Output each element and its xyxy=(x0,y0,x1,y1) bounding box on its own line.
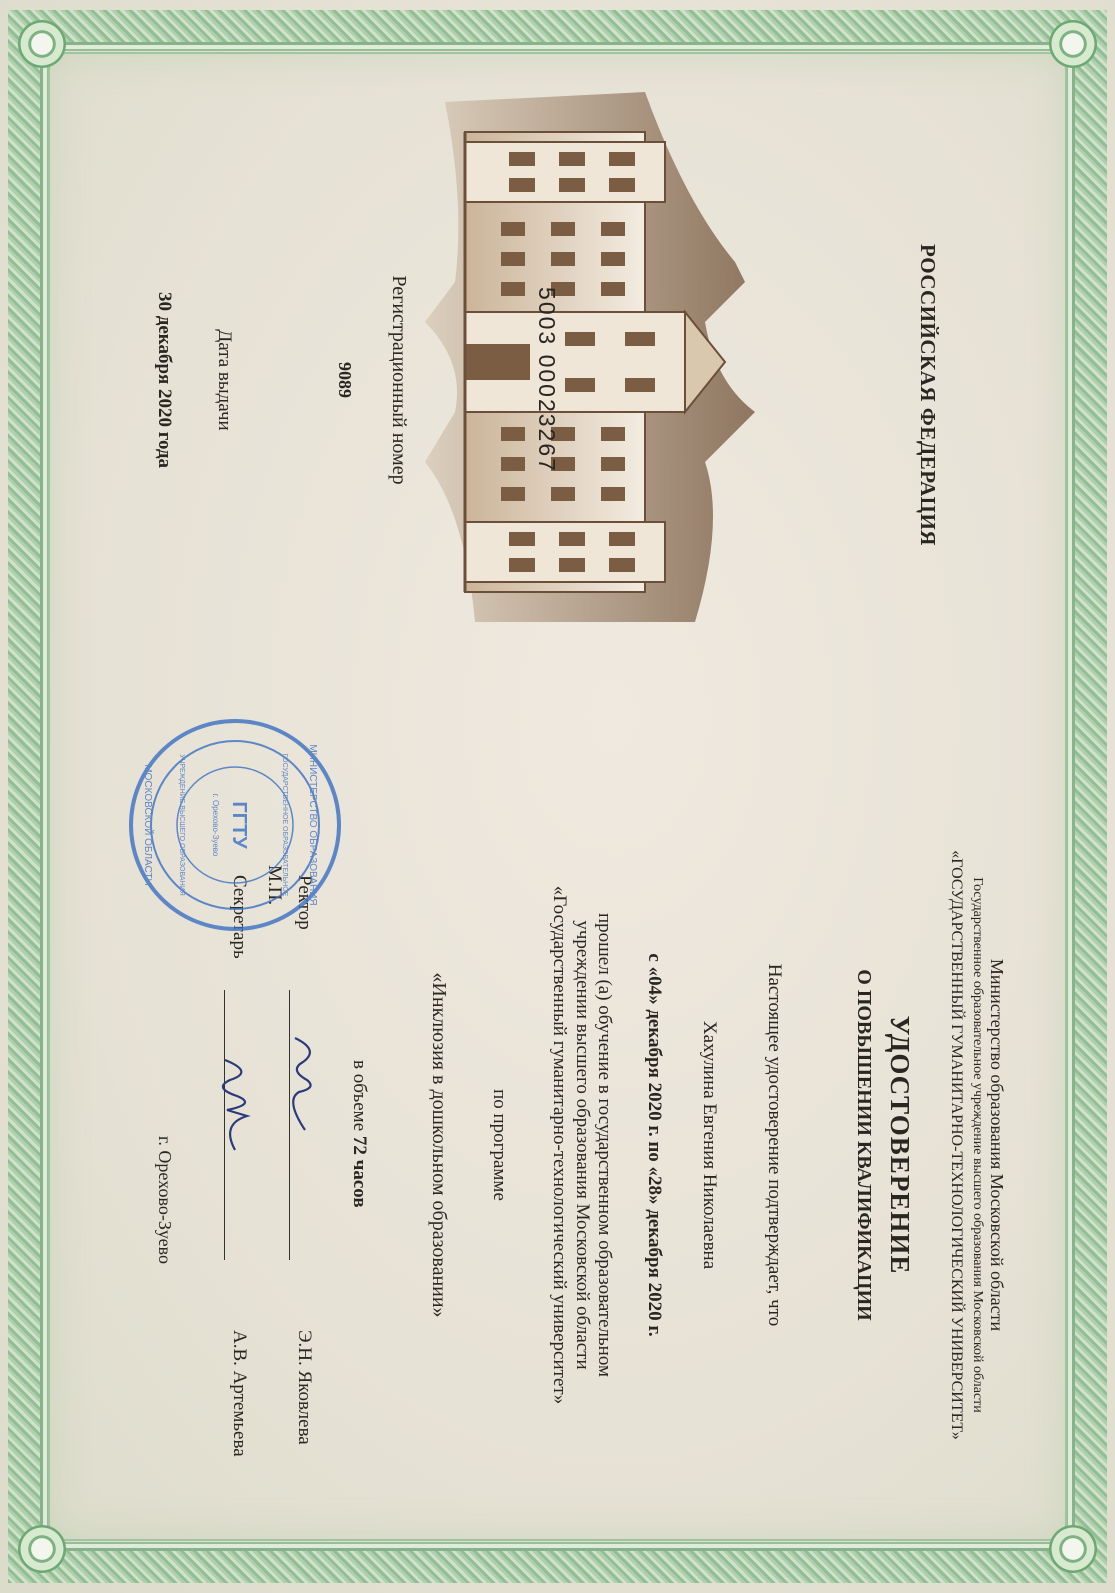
issue-date: 30 декабря 2020 года xyxy=(154,291,175,469)
city: г. Орехово-Зуево xyxy=(155,1136,175,1264)
secretary-name: А.В. Артемьева xyxy=(229,1330,250,1457)
official-seal-icon xyxy=(125,715,345,935)
holder-name: Хахулина Евгения Николаевна xyxy=(699,1020,720,1270)
hours-prefix: в объеме xyxy=(349,1060,370,1132)
training-line-3: «Государственный гуманитарно-технологический университет» xyxy=(549,885,570,1405)
hours-line xyxy=(348,1060,370,1208)
rector-label: Ректор xyxy=(294,875,315,930)
institution-line-1: Государственное образовательное учреждение высшего образования Московской области xyxy=(970,877,985,1413)
institution-line-2: «ГОСУДАРСТВЕННЫЙ ГУМАНИТАРНО-ТЕХНОЛОГИЧЕСКИЙ УНИВЕРСИТЕТ» xyxy=(948,850,965,1440)
svg-text:ГОСУДАРСТВЕННОЕ ОБРАЗОВАТЕЛЬНО: ГОСУДАРСТВЕННОЕ ОБРАЗОВАТЕЛЬНОЕ xyxy=(281,753,288,897)
training-period: с «04» декабря 2020 г. по «28» декабря 2020 г. xyxy=(644,953,665,1337)
confirmation-text: Настоящее удостоверение подтверждает, что xyxy=(764,963,785,1327)
serial-number: 5003 00023267 xyxy=(534,287,560,473)
svg-text:УЧРЕЖДЕНИЕ ВЫСШЕГО ОБРАЗОВАНИЯ: УЧРЕЖДЕНИЕ ВЫСШЕГО ОБРАЗОВАНИЯ xyxy=(178,754,185,896)
training-line-1: прошел (а) обучение в государственном образовательном xyxy=(594,913,615,1377)
svg-text:МИНИСТЕРСТВО ОБРАЗОВАНИЯ: МИНИСТЕРСТВО ОБРАЗОВАНИЯ xyxy=(307,744,318,906)
university-building-image xyxy=(405,82,765,642)
registration-number: 9089 xyxy=(335,362,355,398)
secretary-signature-icon xyxy=(205,1050,265,1160)
ministry-name: Министерство образования Московской области xyxy=(987,958,1007,1332)
issue-date-label: Дата выдачи xyxy=(214,329,235,431)
program-name: «Инклюзия в дошкольном образовании» xyxy=(428,972,450,1318)
secretary-label: Секретарь xyxy=(229,875,250,959)
stamp-mark-label: М.П. xyxy=(264,865,285,906)
rector-signature-icon xyxy=(275,1030,325,1140)
svg-text:г. Орехово-Зуево: г. Орехово-Зуево xyxy=(211,793,220,857)
certificate-subtitle: О ПОВЫШЕНИИ КВАЛИФИКАЦИИ xyxy=(853,969,875,1321)
registration-label: Регистрационный номер xyxy=(388,275,410,485)
program-label: по программе xyxy=(489,1089,510,1201)
rector-name: Э.Н. Яковлева xyxy=(294,1330,315,1445)
training-line-2: учреждении высшего образования Московской области xyxy=(572,920,593,1370)
hours-value: 72 часов xyxy=(349,1135,370,1208)
svg-text:МОСКОВСКОЙ ОБЛАСТИ: МОСКОВСКОЙ ОБЛАСТИ xyxy=(142,764,153,886)
svg-text:ГГТУ: ГГТУ xyxy=(228,801,250,849)
country-heading: РОССИЙСКАЯ ФЕДЕРАЦИЯ xyxy=(916,244,940,546)
certificate-title: УДОСТОВЕРЕНИЕ xyxy=(885,1015,915,1275)
